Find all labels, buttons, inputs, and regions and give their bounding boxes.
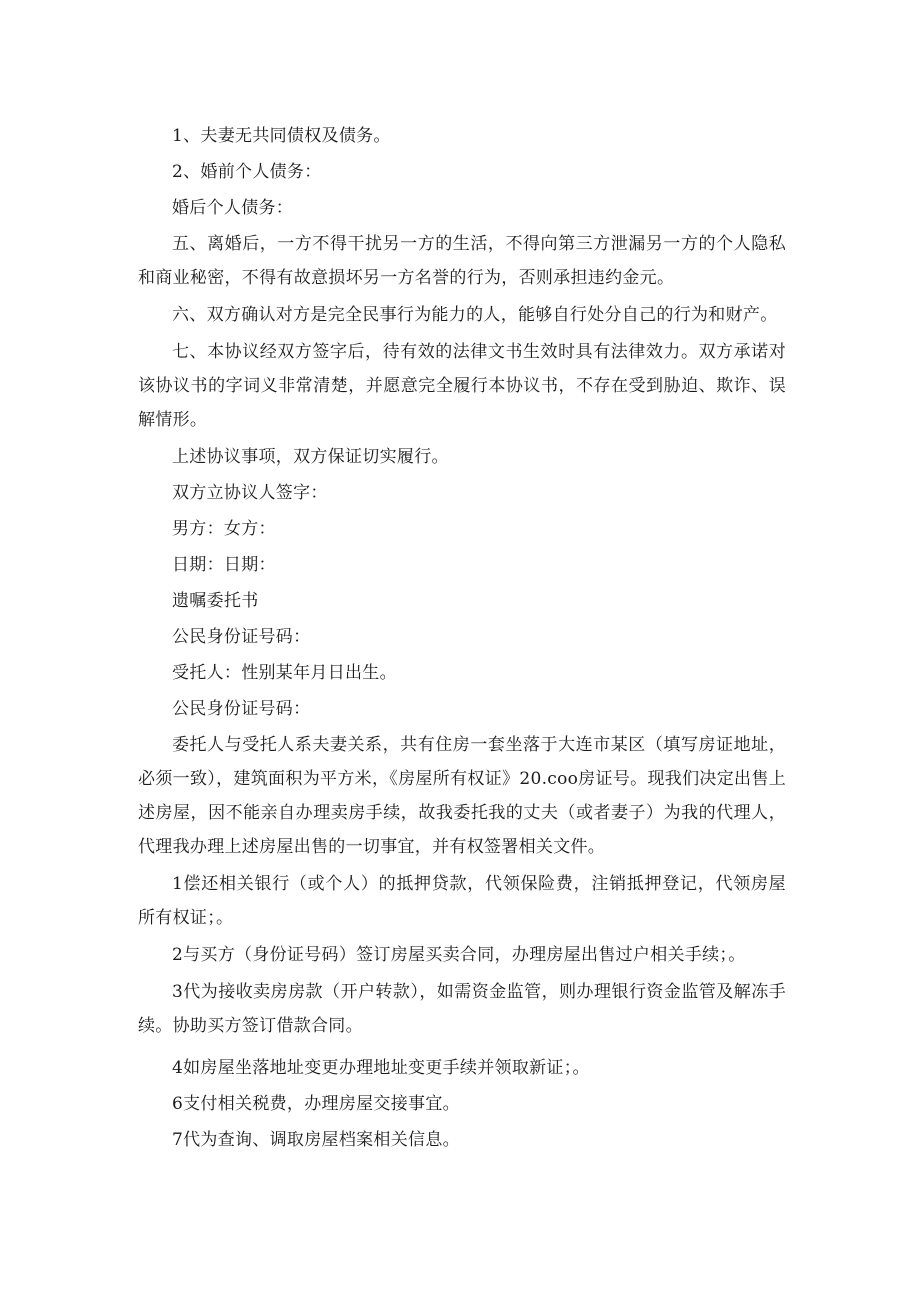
paragraph-item-3: 3代为接收卖房房款（开户转款），如需资金监管，则办理银行资金监管及解冻手续。协助买方签订借款合同。: [138, 982, 786, 1036]
paragraph-item-2: 2与买方（身份证号码）签订房屋买卖合同，办理房屋出售过户相关手续；。: [172, 945, 746, 965]
paragraph-postmarital-debts: 婚后个人债务：: [172, 198, 294, 218]
paragraph-clause-seven: 七、本协议经双方签字后，待有效的法律文书生效时具有法律效力。双方承诺对该协议书的字词义非常清楚，并愿意完全履行本协议书，不存在受到胁迫、欺诈、误解情形。: [138, 342, 786, 430]
document-body: [138, 119, 786, 1159]
paragraph-husband-wife: 男方：女方：: [172, 519, 276, 539]
paragraph-item-6: 6支付相关税费，办理房屋交接事宜。: [172, 1094, 460, 1114]
paragraph-entrustment-body: 委托人与受托人系夫妻关系，共有住房一套坐落于大连市某区（填写房证地址，必须一致），建筑面积为平方米，《房屋所有权证》20.coo房证号。现我们决定出售上述房屋，因不能亲自办理卖房手续，故我委托我的丈夫（或者妻子）为我的代理人，代理我办理上述房屋出售的一切事宜，并有权签署相关文件。: [138, 735, 786, 857]
paragraph-clause-six: 六、双方确认对方是完全民事行为能力的人，能够自行处分自己的行为和财产。: [172, 305, 778, 325]
paragraph-item-4: 4如房屋坐落地址变更办理地址变更手续并领取新证；。: [172, 1058, 590, 1078]
paragraph-item-1: 1偿还相关银行（或个人）的抵押贷款，代领保险费，注销抵押登记，代领房屋所有权证；。: [138, 874, 786, 928]
paragraph-trustee: 受托人：性别某年月日出生。: [172, 663, 397, 683]
paragraph-signatures-heading: 双方立协议人签字：: [172, 483, 328, 503]
paragraph-id-number-1: 公民身份证号码：: [172, 627, 311, 647]
paragraph-dates: 日期：日期：: [172, 555, 276, 575]
paragraph-item-7: 7代为查询、调取房屋档案相关信息。: [172, 1130, 460, 1150]
section-title-entrustment: 遗嘱委托书: [172, 591, 259, 611]
paragraph-clause-five: 五、离婚后，一方不得干扰另一方的生活，不得向第三方泄漏另一方的个人隐私和商业秘密，不得有故意损坏另一方名誉的行为，否则承担违约金元。: [138, 234, 786, 288]
paragraph-guarantee: 上述协议事项，双方保证切实履行。: [172, 447, 449, 467]
paragraph-no-joint-debts: 1、夫妻无共同债权及债务。: [172, 126, 391, 146]
paragraph-premarital-debts: 2、婚前个人债务：: [172, 162, 322, 182]
paragraph-id-number-2: 公民身份证号码：: [172, 699, 311, 719]
